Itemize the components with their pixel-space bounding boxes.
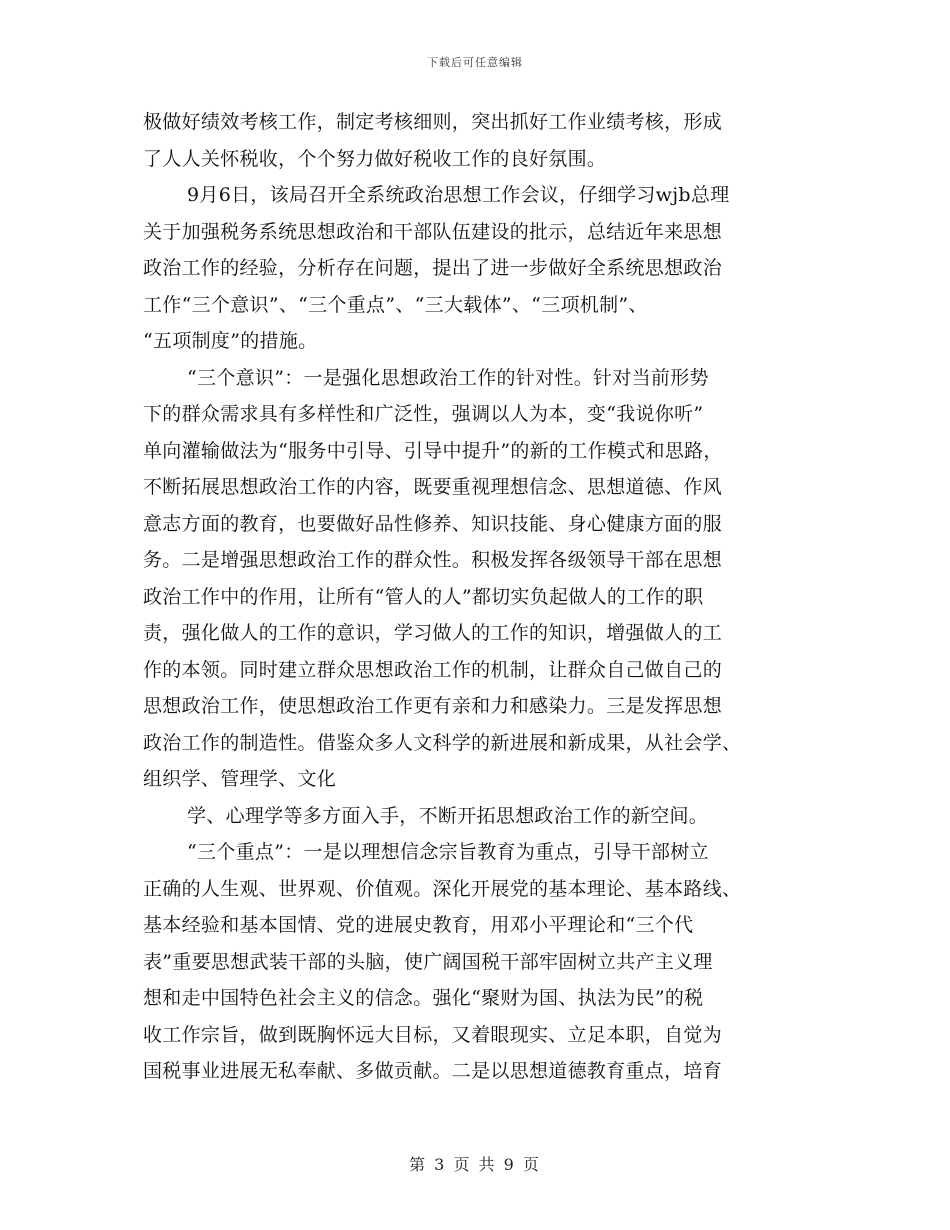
- text-line: 不断拓展思想政治工作的内容，既要重视理想信念、思想道德、作风: [143, 476, 723, 498]
- text-line: 下的群众需求具有多样性和广泛性，强调以人为本，变“我说你听”: [143, 403, 704, 425]
- text-line: 思想政治工作，使思想政治工作更有亲和力和感染力。三是发挥思想: [143, 695, 723, 717]
- text-line: “五项制度”的措施。: [143, 330, 318, 352]
- text-line: 责，强化做人的工作的意识，学习做人的工作的知识，增强做人的工: [143, 622, 723, 644]
- text-line: 了人人关怀税收，个个努力做好税收工作的良好氛围。: [143, 147, 607, 170]
- text-line: 政治工作的制造性。借鉴众多人文科学的新进展和新成果，从社会学、: [143, 731, 742, 754]
- text-line: 单向灌输做法为“服务中引导、引导中提升”的新的工作模式和思路，: [143, 439, 723, 462]
- text-line: 政治工作中的作用，让所有“管人的人”都切实负起做人的工作的职: [143, 585, 704, 608]
- text-line: “三个意识”：一是强化思想政治工作的针对性。针对当前形势: [187, 366, 709, 389]
- text-line: 极做好绩效考核工作，制定考核细则，突出抓好工作业绩考核，形成: [143, 111, 723, 133]
- text-line: 务。二是增强思想政治工作的群众性。积极发挥各级领导干部在思想: [143, 549, 723, 571]
- page-header: 下载后可任意编辑: [427, 56, 523, 69]
- text-line: 基本经验和基本国情、党的进展史教育，用邓小平理论和“三个代: [143, 914, 694, 936]
- text-line: 工作“三个意识”、“三个重点”、“三大载体”、“三项机制”、: [143, 293, 648, 316]
- document-body: [143, 104, 813, 1090]
- text-line: 国税事业进展无私奉献、多做贡献。二是以思想道德教育重点，培育: [143, 1060, 723, 1082]
- text-line: “三个重点”：一是以理想信念宗旨教育为重点，引导干部树立: [187, 841, 709, 863]
- text-line: 意志方面的教育，也要做好品性修养、知识技能、身心健康方面的服: [143, 512, 723, 535]
- text-line: 正确的人生观、世界观、价值观。深化开展党的基本理论、基本路线、: [143, 877, 742, 900]
- text-line: 作的本领。同时建立群众思想政治工作的机制，让群众自己做自己的: [143, 658, 723, 681]
- text-line: 关于加强税务系统思想政治和干部队伍建设的批示，总结近年来思想: [143, 220, 723, 243]
- text-line: 学、心理学等多方面入手，不断开拓思想政治工作的新空间。: [187, 804, 709, 827]
- text-line: 表”重要思想武装干部的头脑，使广阔国税干部牢固树立共产主义理: [143, 950, 713, 973]
- text-line: 政治工作的经验，分析存在问题，提出了进一步做好全系统思想政治: [143, 257, 723, 279]
- text-line: 9月6日，该局召开全系统政治思想工作会议，仔细学习wjb总理: [187, 184, 730, 206]
- text-line: 组织学、管理学、文化: [143, 768, 337, 790]
- page-footer: 第 3 页 共 9 页: [409, 1155, 541, 1174]
- text-line: 收工作宗旨，做到既胸怀远大目标，又着眼现实、立足本职，自觉为: [143, 1023, 723, 1046]
- text-line: 想和走中国特色社会主义的信念。强化“聚财为国、执法为民”的税: [143, 987, 704, 1009]
